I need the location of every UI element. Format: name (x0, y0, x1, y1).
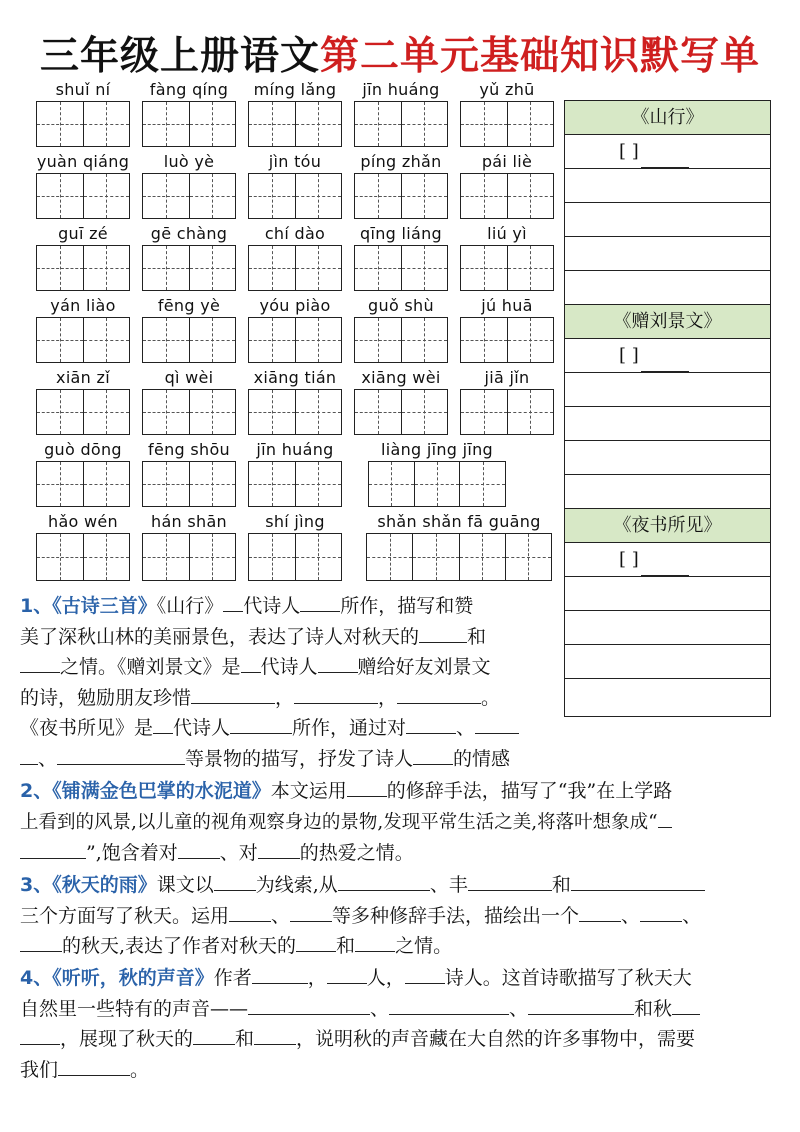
text: 的诗，勉励朋友珍惜 (20, 686, 192, 709)
text: 和 (551, 874, 571, 896)
author-bracket: [ ] (619, 549, 639, 570)
answer-blank[interactable] (419, 622, 467, 643)
answer-blank[interactable] (571, 870, 705, 891)
writing-box[interactable] (354, 389, 448, 435)
question-number: 2、 (20, 780, 53, 802)
word-slot (248, 222, 342, 292)
text: 之情。《赠刘景文》是 (60, 656, 241, 678)
answer-blank[interactable] (338, 870, 430, 891)
writing-box[interactable] (36, 389, 130, 435)
word-slot (460, 78, 554, 148)
pinyin-label: hǎo wén (48, 512, 118, 531)
question-3 (20, 870, 780, 962)
writing-box[interactable] (460, 173, 554, 219)
word-slot (248, 78, 342, 148)
pinyin-label: fēng yè (157, 296, 221, 315)
word-slot (142, 150, 236, 220)
writing-box[interactable] (460, 317, 554, 363)
pinyin-label: fàng qíng (149, 80, 229, 99)
word-slot (36, 222, 130, 292)
author-blank[interactable] (641, 557, 689, 576)
text: 的秋天,表达了作者对秋天的 (62, 935, 297, 957)
writing-box[interactable] (142, 461, 236, 507)
word-slot (142, 294, 236, 364)
word-slot (460, 150, 554, 220)
answer-blank[interactable] (397, 683, 481, 704)
answer-blank[interactable] (389, 994, 509, 1015)
writing-box[interactable] (36, 461, 130, 507)
answer-blank[interactable] (223, 591, 243, 612)
text: 人， (366, 967, 405, 989)
pinyin-label: gē chàng (150, 224, 228, 243)
poem-title: 《山行》 (565, 101, 770, 135)
word-slot (354, 294, 448, 364)
pinyin-label: píng zhǎn (360, 152, 442, 171)
poem-title: 《赠刘景文》 (565, 305, 770, 339)
answer-blank[interactable] (191, 683, 275, 704)
answer-blank[interactable] (528, 994, 634, 1015)
text: 、 (621, 904, 641, 927)
poem-writing-line[interactable] (565, 237, 770, 271)
title-black-part: 三年级上册语文 (39, 34, 320, 79)
word-slot (248, 510, 342, 582)
text: 的热爱之情。 (299, 842, 414, 864)
answer-blank[interactable] (318, 652, 358, 673)
word-slot (354, 222, 448, 292)
poem-writing-line[interactable] (565, 203, 770, 237)
pinyin-label: jīn huáng (362, 80, 440, 99)
text: 美了深秋山林的美丽景色，表达了诗人对秋天的 (20, 625, 420, 648)
answer-blank[interactable] (640, 901, 682, 922)
question-number: 3、 (20, 874, 53, 896)
answer-blank[interactable] (20, 838, 86, 859)
text: 、 (456, 717, 476, 739)
pinyin-label: qì wèi (164, 368, 214, 387)
writing-box[interactable] (142, 245, 236, 291)
text: 、 (271, 904, 291, 927)
text: 等多种修辞手法，描绘出一个 (332, 904, 580, 927)
answer-blank[interactable] (405, 963, 445, 984)
pinyin-label: guī zé (58, 224, 108, 243)
text: 作者 (213, 967, 252, 989)
writing-box[interactable] (354, 173, 448, 219)
writing-box[interactable] (354, 317, 448, 363)
word-slot (36, 150, 130, 220)
author-bracket: [ ] (619, 141, 639, 162)
writing-box[interactable] (460, 101, 554, 147)
writing-box[interactable] (36, 317, 130, 363)
pinyin-label: luò yè (163, 152, 215, 171)
text: 三个方面写了秋天。运用 (20, 904, 230, 927)
writing-box[interactable] (142, 389, 236, 435)
answer-blank[interactable] (579, 901, 621, 922)
text: 和 (467, 625, 487, 648)
answer-blank[interactable] (193, 1024, 235, 1045)
text: ， (307, 967, 327, 989)
writing-box[interactable] (354, 101, 448, 147)
pinyin-label: liàng jīng jīng (380, 440, 494, 459)
poem-author-line[interactable] (565, 339, 770, 373)
pinyin-label: shuǐ ní (55, 80, 111, 99)
writing-box[interactable] (142, 173, 236, 219)
answer-blank[interactable] (20, 1024, 60, 1045)
text: 、对 (219, 842, 258, 864)
pinyin-label: yán liào (50, 296, 116, 315)
writing-box[interactable] (460, 389, 554, 435)
question-heading: 《铺满金色巴掌的水泥道》 (52, 780, 271, 802)
writing-box[interactable] (366, 533, 552, 581)
word-slot (142, 222, 236, 292)
word-slot (354, 366, 448, 436)
answer-blank[interactable] (258, 838, 300, 859)
answer-blank[interactable] (230, 713, 292, 734)
text: 。 (130, 1058, 150, 1081)
answer-blank[interactable] (153, 713, 173, 734)
answer-blank[interactable] (248, 994, 370, 1015)
poem-writing-line[interactable] (565, 407, 770, 441)
answer-blank[interactable] (468, 870, 552, 891)
answer-blank[interactable] (658, 807, 672, 828)
text: 和 (235, 1028, 255, 1050)
answer-blank[interactable] (327, 963, 367, 984)
pinyin-label: shǎn shǎn fā guāng (377, 512, 541, 531)
answer-blank[interactable] (413, 744, 453, 765)
author-blank[interactable] (641, 353, 689, 372)
question-number: 4、 (20, 967, 53, 989)
text: 上看到的风景,以儿童的视角观察身边的景物,发现平常生活之美,将落叶想象成“ (20, 811, 658, 833)
author-blank[interactable] (641, 149, 689, 168)
text: 、 (370, 997, 390, 1020)
pinyin-label: jīn huáng (256, 440, 334, 459)
poem-writing-line[interactable] (565, 373, 770, 407)
text: 所作，描写和赞 (340, 595, 474, 617)
answer-blank[interactable] (252, 963, 308, 984)
answer-blank[interactable] (355, 931, 395, 952)
text: 、丰 (429, 874, 468, 896)
question-2 (20, 776, 780, 869)
answer-blank[interactable] (178, 838, 220, 859)
writing-box[interactable] (248, 461, 342, 507)
answer-blank[interactable] (214, 870, 256, 891)
text: 之情。 (395, 935, 453, 957)
answer-blank[interactable] (406, 713, 456, 734)
text: 。 (481, 686, 501, 709)
word-slot (36, 510, 130, 582)
text: ，说明秋的声音藏在大自然的许多事物中，需要 (296, 1028, 696, 1050)
pinyin-label: qīng liáng (360, 224, 442, 243)
text: 赠给好友刘景文 (357, 656, 491, 678)
writing-box[interactable] (142, 101, 236, 147)
answer-blank[interactable] (294, 683, 378, 704)
writing-box[interactable] (248, 101, 342, 147)
poem-writing-line[interactable] (565, 271, 770, 305)
answer-blank[interactable] (347, 776, 387, 797)
text: 所作，通过对 (292, 717, 407, 739)
answer-blank[interactable] (20, 744, 38, 765)
text: ， (275, 686, 295, 709)
text: 诗人。这首诗歌描写了秋天大 (444, 967, 692, 989)
word-slot (36, 294, 130, 364)
word-slot (354, 150, 448, 220)
answer-blank[interactable] (296, 931, 336, 952)
word-slot (248, 438, 342, 508)
pinyin-writing-grid (36, 78, 560, 588)
text: 、 (509, 997, 529, 1020)
pinyin-label: liú yì (487, 224, 527, 243)
word-slot (36, 438, 130, 508)
word-slot (142, 366, 236, 436)
word-slot (248, 150, 342, 220)
answer-blank[interactable] (57, 744, 185, 765)
writing-box[interactable] (248, 389, 342, 435)
text: 、 (38, 747, 58, 770)
writing-box[interactable] (354, 245, 448, 291)
text: 《夜书所见》是 (20, 717, 154, 739)
pinyin-label: hán shān (151, 512, 227, 531)
writing-box[interactable] (142, 317, 236, 363)
pinyin-label: jú huā (481, 296, 533, 315)
page-title (0, 34, 800, 80)
answer-blank[interactable] (300, 591, 340, 612)
writing-box[interactable] (36, 101, 130, 147)
writing-box[interactable] (248, 317, 342, 363)
text: 代诗人 (173, 717, 231, 739)
text: 为线索,从 (255, 874, 338, 896)
word-slot (366, 510, 552, 582)
question-heading: 《听听，秋的声音》 (52, 967, 214, 989)
writing-box[interactable] (368, 461, 506, 507)
word-slot (36, 78, 130, 148)
text: 等景物的描写，抒发了诗人 (185, 747, 414, 770)
answer-blank[interactable] (475, 713, 519, 734)
text: 的情感 (453, 747, 511, 770)
poem-author-line[interactable] (565, 135, 770, 169)
pinyin-label: míng lǎng (253, 80, 337, 99)
writing-box[interactable] (248, 533, 342, 581)
question-1 (20, 591, 780, 774)
word-slot (460, 222, 554, 292)
text: 课文以 (156, 874, 214, 896)
writing-box[interactable] (36, 533, 130, 581)
word-slot (36, 366, 130, 436)
text: 代诗人 (260, 656, 318, 678)
pinyin-label: jiā jǐn (484, 368, 530, 387)
writing-box[interactable] (36, 173, 130, 219)
word-slot (460, 366, 554, 436)
answer-blank[interactable] (229, 901, 271, 922)
poem-writing-line[interactable] (565, 441, 770, 475)
pinyin-label: fēng shōu (148, 440, 230, 459)
word-slot (248, 294, 342, 364)
text: 的修辞手法，描写了“我”在上学路 (386, 780, 673, 802)
pinyin-label: guǒ shù (368, 296, 434, 315)
text: ，展现了秋天的 (60, 1028, 194, 1050)
text: ”,饱含着对 (86, 842, 178, 864)
pinyin-label: jìn tóu (268, 152, 322, 171)
word-slot (248, 366, 342, 436)
text: 和 (336, 935, 356, 957)
answer-blank[interactable] (254, 1024, 296, 1045)
question-heading: 《秋天的雨》 (52, 874, 157, 896)
pinyin-label: xiān zǐ (56, 368, 110, 387)
word-slot (142, 78, 236, 148)
pinyin-label: chí dào (264, 224, 326, 243)
poem-writing-line[interactable] (565, 475, 770, 509)
text: 本文运用 (270, 780, 347, 802)
answer-blank[interactable] (58, 1055, 130, 1076)
pinyin-label: yuàn qiáng (36, 152, 130, 171)
answer-blank[interactable] (20, 652, 60, 673)
writing-box[interactable] (36, 245, 130, 291)
poem-writing-line[interactable] (565, 169, 770, 203)
author-bracket: [ ] (619, 345, 639, 366)
answer-blank[interactable] (672, 994, 700, 1015)
word-slot (142, 510, 236, 582)
question-number: 1、 (20, 595, 53, 617)
pinyin-label: xiāng wèi (361, 368, 441, 387)
pinyin-label: guò dōng (44, 440, 122, 459)
answer-blank[interactable] (290, 901, 332, 922)
question-4 (20, 963, 780, 1085)
question-heading: 《古诗三首》 (52, 595, 157, 617)
writing-box[interactable] (248, 245, 342, 291)
pinyin-label: xiāng tián (253, 368, 337, 387)
writing-box[interactable] (248, 173, 342, 219)
title-red-part: 第二单元基础知识默写单 (320, 34, 761, 79)
answer-blank[interactable] (20, 931, 62, 952)
word-slot (368, 438, 506, 508)
word-slot (142, 438, 236, 508)
poem-title: 《夜书所见》 (565, 509, 770, 543)
writing-box[interactable] (460, 245, 554, 291)
text: 我们 (20, 1058, 59, 1081)
pinyin-label: shí jìng (265, 512, 325, 531)
text: 和秋 (634, 997, 673, 1020)
text: 代诗人 (243, 595, 301, 617)
text: 《山行》 (156, 595, 224, 617)
answer-blank[interactable] (241, 652, 261, 673)
writing-box[interactable] (142, 533, 236, 581)
poem-author-line[interactable] (565, 543, 770, 577)
pinyin-label: pái liè (481, 152, 533, 171)
text: 、 (682, 904, 702, 927)
text: 自然里一些特有的声音—— (20, 997, 249, 1020)
pinyin-label: yǔ zhū (479, 80, 535, 99)
pinyin-label: yóu piào (259, 296, 331, 315)
word-slot (354, 78, 448, 148)
word-slot (460, 294, 554, 364)
text: ， (378, 686, 398, 709)
